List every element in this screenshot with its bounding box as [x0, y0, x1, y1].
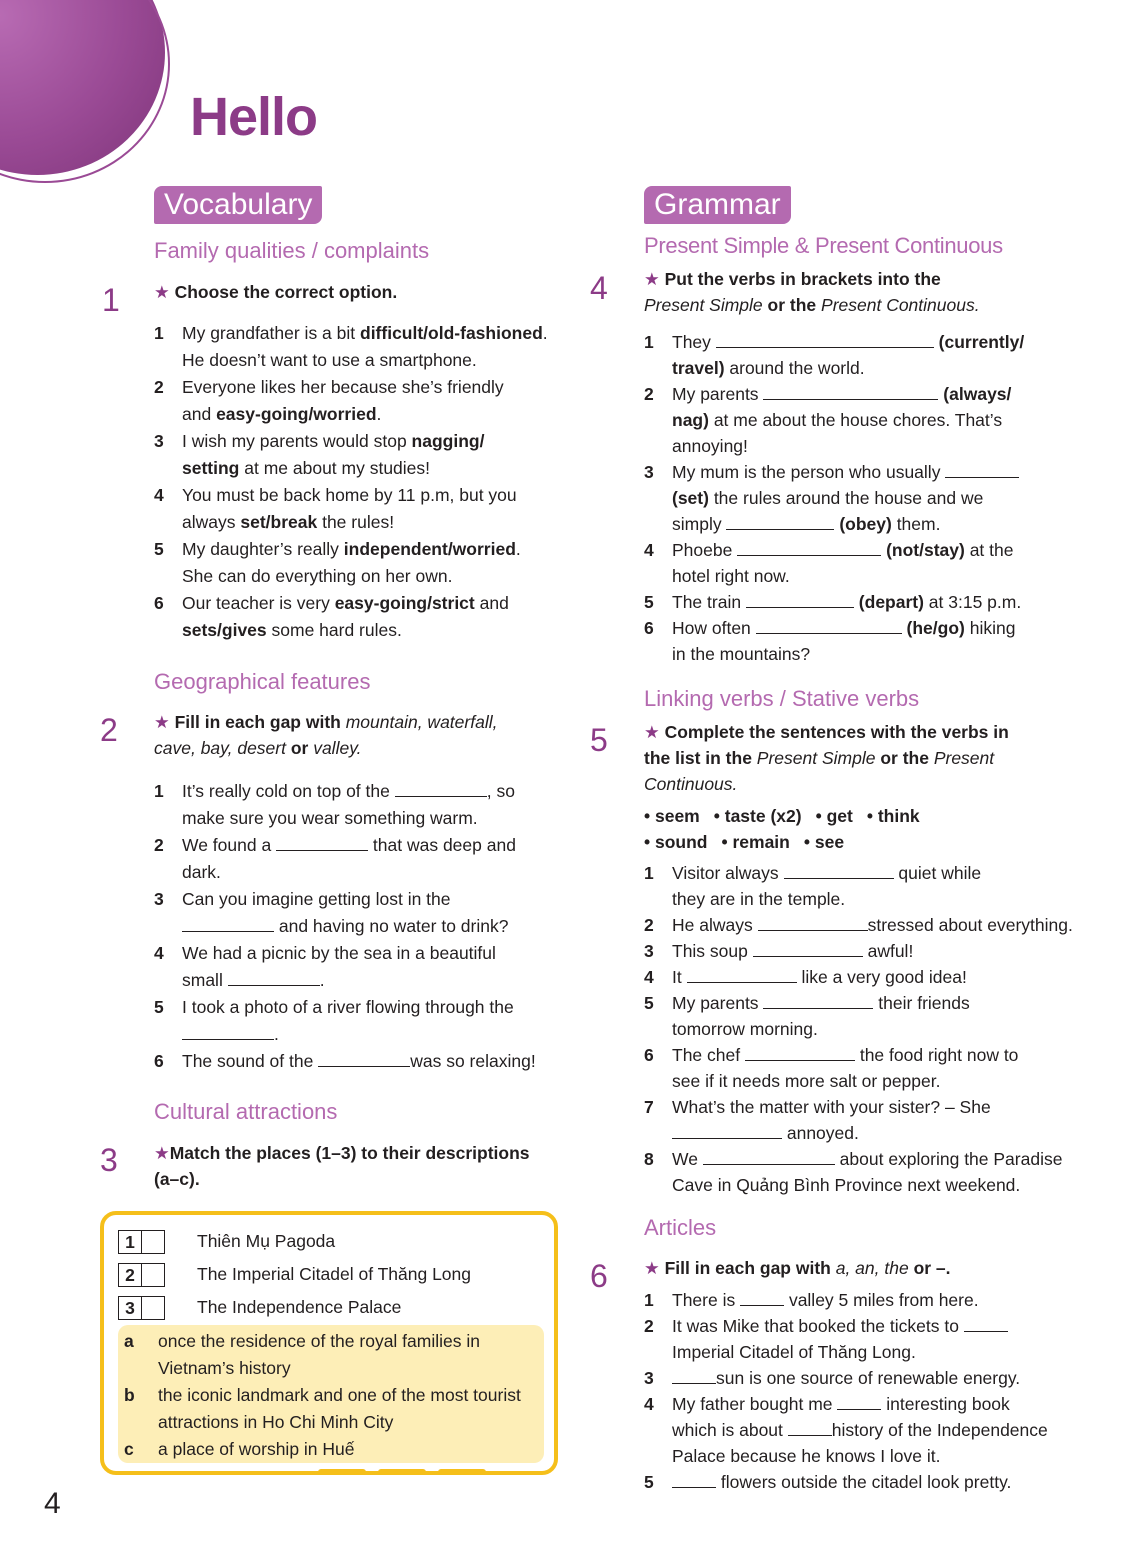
list-item: 2 My parents (always/ nag) at me about the house chores. That’s annoying! [644, 384, 1012, 456]
list-item: 3 sun is one source of renewable energy. [644, 1368, 1021, 1388]
answer-gap[interactable] [753, 940, 863, 957]
place-row-2: 2 The Imperial Citadel of Thăng Long [118, 1261, 471, 1287]
list-item: 2 We found a that was deep and dark. [154, 835, 516, 882]
answer-gap[interactable] [687, 966, 797, 983]
exercise-6-list [644, 1287, 1094, 1495]
answer-gap[interactable] [745, 1044, 855, 1061]
answer-gap[interactable] [837, 1393, 881, 1410]
star-icon: ★ [154, 282, 170, 302]
exercise-2-instruction: ★ Fill in each gap with mountain, waterfall, cave, bay, desert or valley. [154, 712, 498, 758]
answer-gap[interactable] [763, 992, 873, 1009]
list-item: 4 You must be back home by 11 p.m, but you always set/break the rules! [154, 485, 517, 532]
list-item: 5 My daughter’s really independent/worried. She can do everything on her own. [154, 539, 521, 586]
answer-gap[interactable] [672, 1367, 716, 1384]
answer-gap[interactable] [672, 1471, 716, 1488]
description-a: a once the residence of the royal families in Vietnam’s history [124, 1331, 480, 1378]
answer-gap[interactable] [716, 331, 934, 348]
place-row-1: 1 Thiên Mụ Pagoda [118, 1228, 335, 1254]
list-item: 2 He always stressed about everything. [644, 915, 1073, 935]
exercise-6-instruction: ★ Fill in each gap with a, an, the or –. [644, 1258, 951, 1278]
answer-gap[interactable] [945, 461, 1019, 478]
present-simple-subheading: Present Simple & Present Continuous [644, 233, 1003, 258]
answer-gap[interactable] [758, 914, 868, 931]
answer-gap[interactable] [784, 862, 894, 879]
matching-box [100, 1211, 558, 1475]
decorative-dash [378, 1469, 426, 1475]
exercise-5-number: 5 [590, 722, 608, 758]
list-item: 1 It’s really cold on top of the , so make sure you wear something warm. [154, 781, 515, 828]
exercise-4-list [644, 329, 1039, 667]
list-item: 5 flowers outside the citadel look pretty. [644, 1472, 1012, 1492]
description-b: b the iconic landmark and one of the most tourist attractions in Ho Chi Minh City [124, 1385, 521, 1432]
answer-box[interactable] [142, 1263, 165, 1287]
list-item: 5 My parents their friends tomorrow morning. [644, 993, 970, 1039]
linking-verbs-subheading: Linking verbs / Stative verbs [644, 686, 920, 711]
answer-gap[interactable] [228, 969, 320, 986]
exercise-5-list [644, 860, 1094, 1198]
list-item: 1 They (currently/ travel) around the world. [644, 332, 1025, 378]
list-item: 2 It was Mike that booked the tickets to Imperial Citadel of Thăng Long. [644, 1313, 1094, 1365]
list-item: 1 My grandfather is a bit difficult/old-fashioned. He doesn’t want to use a smartphone. [154, 323, 548, 370]
answer-box[interactable] [142, 1296, 165, 1320]
decorative-dash [438, 1469, 486, 1475]
list-item: 5 The train (depart) at 3:15 p.m. [644, 592, 1022, 612]
list-item: 4 It like a very good idea! [644, 967, 967, 987]
star-icon: ★ [154, 1143, 170, 1163]
exercise-2-number: 2 [100, 712, 118, 748]
answer-gap[interactable] [726, 513, 834, 530]
page-title: Hello [190, 87, 318, 147]
answer-gap[interactable] [672, 1122, 782, 1139]
exercise-6-number: 6 [590, 1258, 608, 1294]
articles-subheading: Articles [644, 1215, 717, 1240]
description-c: c a place of worship in Huế [124, 1439, 355, 1459]
exercise-5-instruction: ★ Complete the sentences with the verbs in the list in the Present Simple or the Present Continuous. [644, 722, 1009, 794]
star-icon: ★ [154, 712, 170, 732]
list-item: 6 How often (he/go) hiking in the mountains? [644, 618, 1016, 664]
answer-gap[interactable] [740, 1289, 784, 1306]
list-item: 6 The chef the food right now to see if it needs more salt or pepper. [644, 1045, 1019, 1091]
list-item: 4 We had a picnic by the sea in a beautiful small . [154, 943, 496, 990]
exercise-1-list [154, 320, 584, 644]
list-item: 4 My father bought me interesting book which is about history of the Independence Palace because he knows I love it. [644, 1394, 1048, 1466]
exercise-4-instruction: ★ Put the verbs in brackets into the Present Simple or the Present Continuous. [644, 269, 980, 315]
answer-box[interactable] [142, 1230, 165, 1254]
answer-gap[interactable] [182, 915, 274, 932]
page-number: 4 [44, 1487, 61, 1520]
answer-gap[interactable] [318, 1050, 410, 1067]
exercise-1-number: 1 [102, 282, 120, 318]
place-row-3: 3 The Independence Palace [118, 1294, 401, 1320]
list-item: 1 There is valley 5 miles from here. [644, 1290, 979, 1310]
star-icon: ★ [644, 722, 660, 742]
answer-gap[interactable] [182, 1023, 274, 1040]
list-item: 3 I wish my parents would stop nagging/ setting at me about my studies! [154, 431, 485, 478]
exercise-1-instruction: ★ Choose the correct option. [154, 282, 398, 302]
decorative-dash [318, 1469, 366, 1475]
grammar-heading: Grammar [644, 186, 791, 224]
answer-gap[interactable] [737, 539, 881, 556]
cultural-attractions-subheading: Cultural attractions [154, 1099, 338, 1124]
answer-gap[interactable] [703, 1148, 835, 1165]
star-icon: ★ [644, 269, 660, 289]
list-item: 8 We about exploring the Paradise Cave in Quảng Bình Province next weekend. [644, 1149, 1063, 1195]
exercise-3-instruction: ★Match the places (1–3) to their descriptions (a–c). [154, 1143, 530, 1189]
list-item: 5 I took a photo of a river flowing through the . [154, 997, 514, 1044]
answer-gap[interactable] [964, 1315, 1008, 1332]
answer-gap[interactable] [763, 383, 938, 400]
list-item: 2 Everyone likes her because she’s friendly and easy-going/worried. [154, 377, 504, 424]
family-qualities-subheading: Family qualities / complaints [154, 238, 430, 263]
list-item: 4 Phoebe (not/stay) at the hotel right now. [644, 540, 1014, 586]
exercise-3-number: 3 [100, 1142, 118, 1178]
list-item: 3 Can you imagine getting lost in the and having no water to drink? [154, 889, 509, 936]
exercise-2-list [154, 778, 554, 1075]
list-item: 7 What’s the matter with your sister? – She annoyed. [644, 1097, 991, 1143]
geographical-features-subheading: Geographical features [154, 669, 371, 694]
list-item: 1 Visitor always quiet while they are in the temple. [644, 863, 982, 909]
answer-gap[interactable] [395, 780, 487, 797]
star-icon: ★ [644, 1258, 660, 1278]
answer-gap[interactable] [788, 1419, 832, 1436]
answer-gap[interactable] [746, 591, 854, 608]
header-decoration-ring [0, 0, 170, 183]
list-item: 6 Our teacher is very easy-going/strict and sets/gives some hard rules. [154, 593, 509, 640]
exercise-4-number: 4 [590, 270, 608, 306]
answer-gap[interactable] [276, 834, 368, 851]
vocabulary-heading: Vocabulary [154, 186, 322, 224]
list-item: 3 My mum is the person who usually (set) the rules around the house and we simply (obey) them. [644, 459, 1039, 537]
answer-gap[interactable] [756, 617, 902, 634]
list-item: 3 This soup awful! [644, 941, 914, 961]
verb-word-list: • seem • taste (x2) • get • think • sound • remain • see [644, 806, 920, 852]
list-item: 6 The sound of the was so relaxing! [154, 1051, 536, 1071]
